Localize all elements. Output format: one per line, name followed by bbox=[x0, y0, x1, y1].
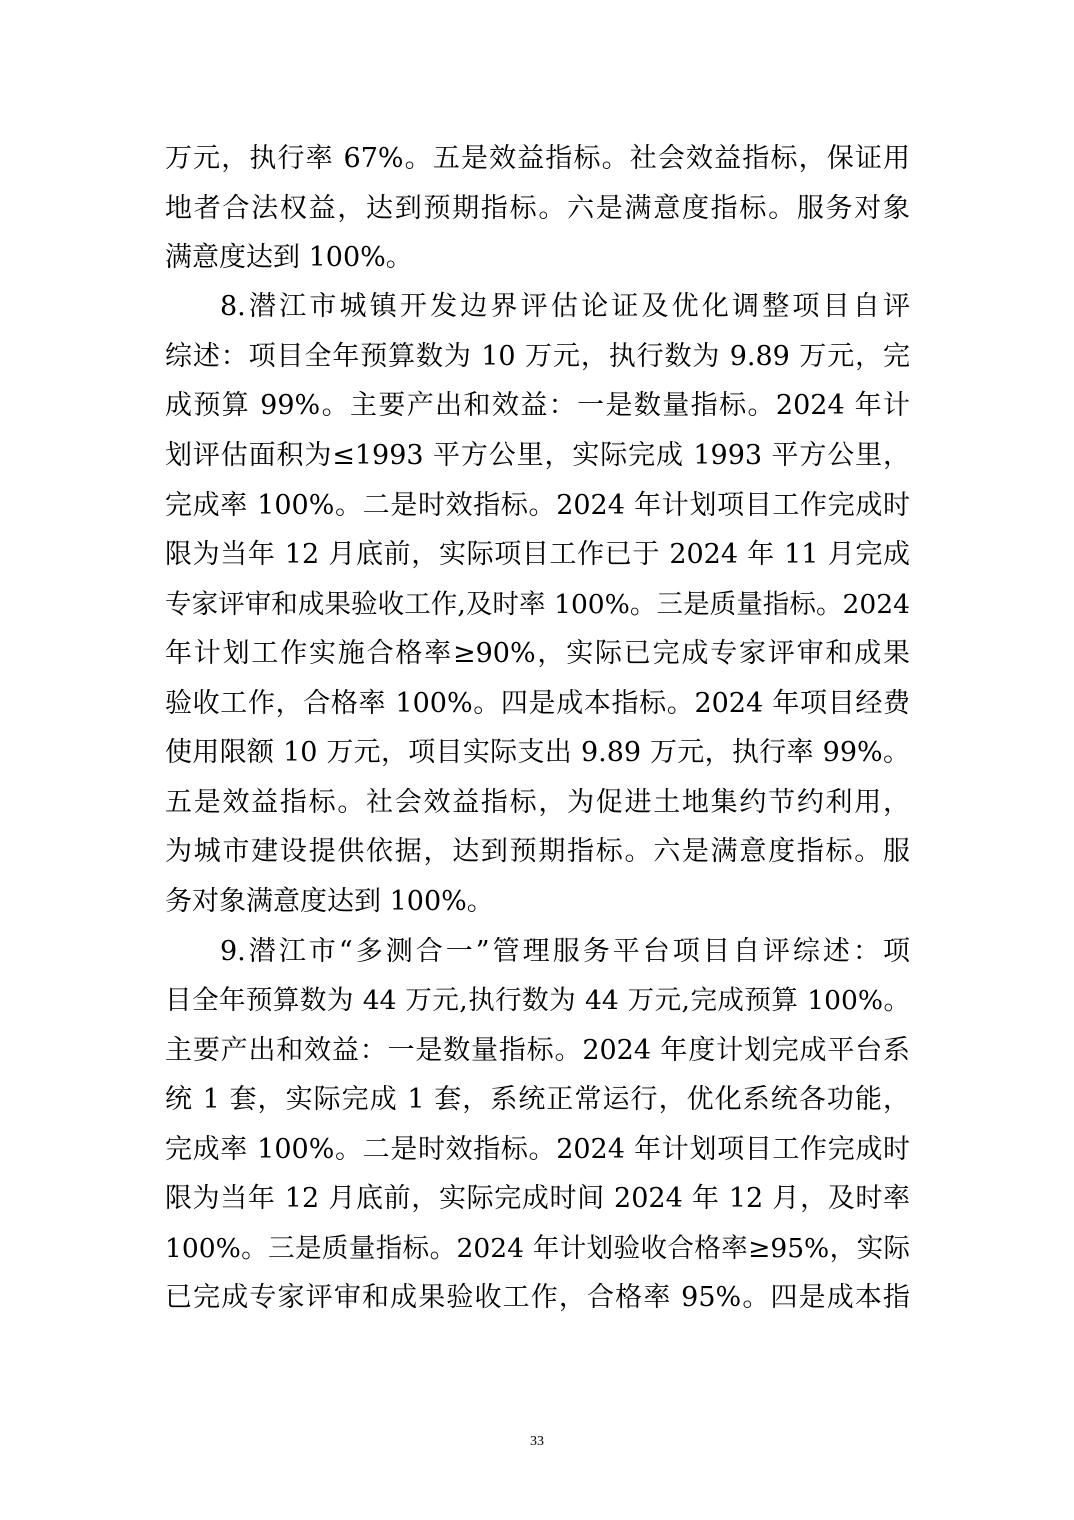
text-line: 地者合法权益，达到预期指标。六是满意度指标。服务对象 bbox=[165, 193, 910, 224]
text-line: 已完成专家评审和成果验收工作，合格率 95%。四是成本指 bbox=[165, 1282, 910, 1313]
text-line: 完成率 100%。二是时效指标。2024 年计划项目工作完成时 bbox=[165, 1134, 910, 1165]
text-line: 成预算 99%。主要产出和效益：一是数量指标。2024 年计 bbox=[165, 390, 910, 421]
text-line: 100%。三是质量指标。2024 年计划验收合格率≥95%，实际 bbox=[165, 1233, 910, 1264]
text-line: 使用限额 10 万元，项目实际支出 9.89 万元，执行率 99%。 bbox=[165, 737, 910, 768]
text-line: 满意度达到 100%。 bbox=[165, 242, 413, 273]
text-line: 主要产出和效益：一是数量指标。2024 年度计划完成平台系 bbox=[165, 1035, 910, 1066]
text-line: 验收工作，合格率 100%。四是成本指标。2024 年项目经费 bbox=[165, 688, 910, 719]
text-line: 年计划工作实施合格率≥90%，实际已完成专家评审和成果 bbox=[165, 638, 910, 669]
text-line: 完成率 100%。二是时效指标。2024 年计划项目工作完成时 bbox=[165, 490, 910, 521]
text-line: 综述：项目全年预算数为 10 万元，执行数为 9.89 万元，完 bbox=[165, 341, 910, 372]
page-number: 33 bbox=[530, 1434, 544, 1449]
text-line: 务对象满意度达到 100%。 bbox=[165, 886, 494, 917]
text-line: 专家评审和成果验收工作,及时率 100%。三是质量指标。2024 bbox=[165, 589, 910, 620]
text-line: 为城市建设提供依据，达到预期指标。六是满意度指标。服 bbox=[165, 836, 910, 867]
text-line: 8.潜江市城镇开发边界评估论证及优化调整项目自评 bbox=[220, 291, 910, 322]
text-line: 9.潜江市“多测合一”管理服务平台项目自评综述：项 bbox=[220, 936, 910, 967]
text-line: 目全年预算数为 44 万元,执行数为 44 万元,完成预算 100%。 bbox=[165, 985, 910, 1016]
text-line: 限为当年 12 月底前，实际完成时间 2024 年 12 月，及时率 bbox=[165, 1183, 910, 1214]
text-line: 万元，执行率 67%。五是效益指标。社会效益指标，保证用 bbox=[165, 143, 910, 174]
text-line: 限为当年 12 月底前，实际项目工作已于 2024 年 11 月完成 bbox=[165, 539, 910, 570]
text-line: 五是效益指标。社会效益指标，为促进土地集约节约利用， bbox=[165, 787, 910, 818]
text-line: 划评估面积为≤1993 平方公里，实际完成 1993 平方公里， bbox=[165, 440, 910, 471]
text-line: 统 1 套，实际完成 1 套，系统正常运行，优化系统各功能， bbox=[165, 1084, 910, 1115]
